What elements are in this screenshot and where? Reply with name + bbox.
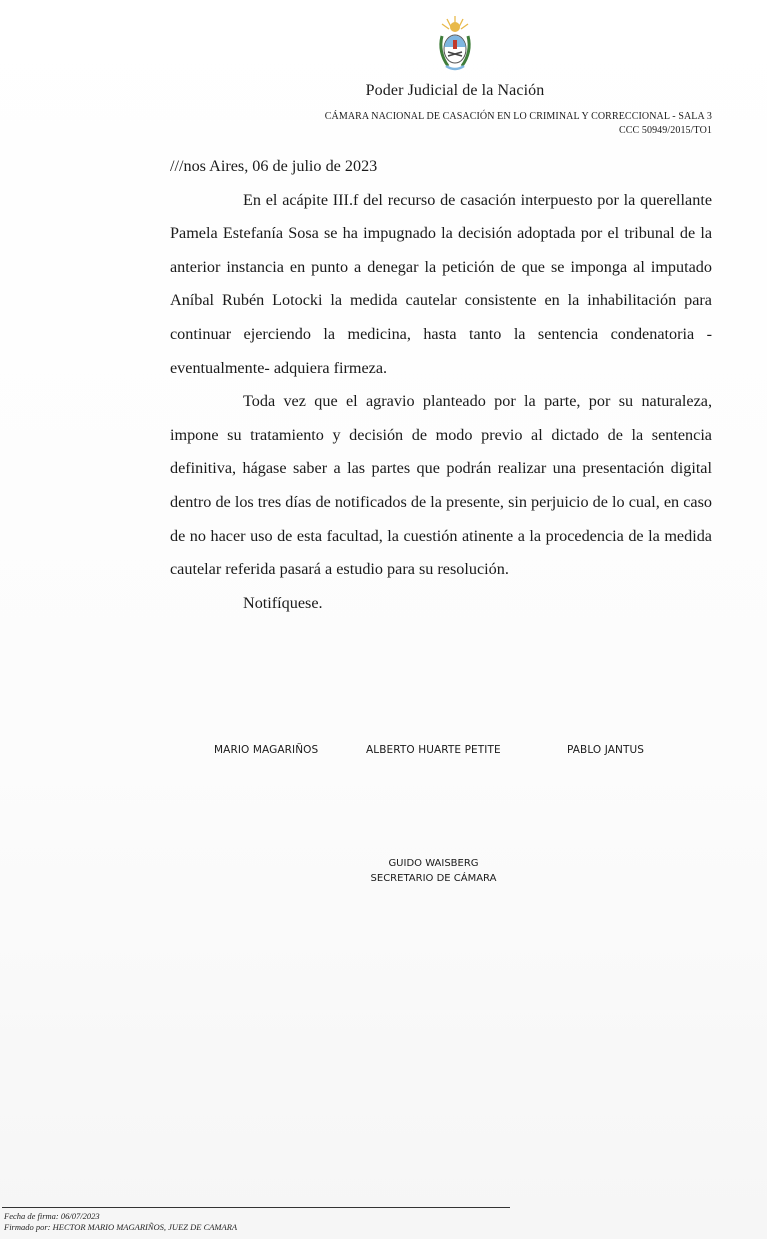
chamber-name: CÁMARA NACIONAL DE CASACIÓN EN LO CRIMINAL Y CORRECCIONAL - SALA 3 [324,111,712,122]
argentina-coat-of-arms-icon [436,14,474,74]
court-name-heading: Poder Judicial de la Nación [365,82,545,99]
footer-divider [2,1207,510,1208]
paragraph-2: Toda vez que el agravio planteado por la parte, por su naturaleza, impone su tratamiento y decisión de modo previo al dictado de la sentencia definitiva, hágase saber a las partes que podrán realizar una presentación digital dentro de los tres días de notificados de la presente, sin perjuicio de lo cual, en caso de no hacer uso de esta facultad, la cuestión atinente a la procedencia de la medida cautelar referida pasará a estudio para su resolución. [170,392,712,579]
secretary-signature-block [0,856,767,886]
date-line: ///nos Aires, 06 de julio de 2023 [170,157,378,175]
secretary-title: SECRETARIO DE CÁMARA [370,873,497,884]
signed-by: Firmado por: HECTOR MARIO MAGARIÑOS, JUEZ DE CAMARA [4,1222,238,1232]
digital-signature-footer [4,1211,237,1233]
judge-signature-3: PABLO JANTUS [567,744,645,756]
resolution-body [170,150,712,620]
paragraph-1: En el acápite III.f del recurso de casación interpuesto por la querellante Pamela Estefanía Sosa se ha impugnado la decisión adoptada por el tribunal de la anterior instancia en punto a denegar la petición de que se imponga al imputado Aníbal Rubén Lotocki la medida cautelar consistente en la inhabilitación para continuar ejerciendo la medicina, hasta tanto la sentencia condenatoria -eventualmente- adquiera firmeza. [170,190,712,377]
judge-signature-1: MARIO MAGARIÑOS [214,744,319,756]
judge-signature-2: ALBERTO HUARTE PETITE [366,744,501,756]
header-subtitle [325,110,712,138]
closing-notice: Notifíquese. [243,593,323,612]
signature-date: Fecha de firma: 06/07/2023 [4,1211,100,1221]
secretary-name: GUIDO WAISBERG [388,858,479,869]
case-number: CCC 50949/2015/TO1 [618,125,712,136]
